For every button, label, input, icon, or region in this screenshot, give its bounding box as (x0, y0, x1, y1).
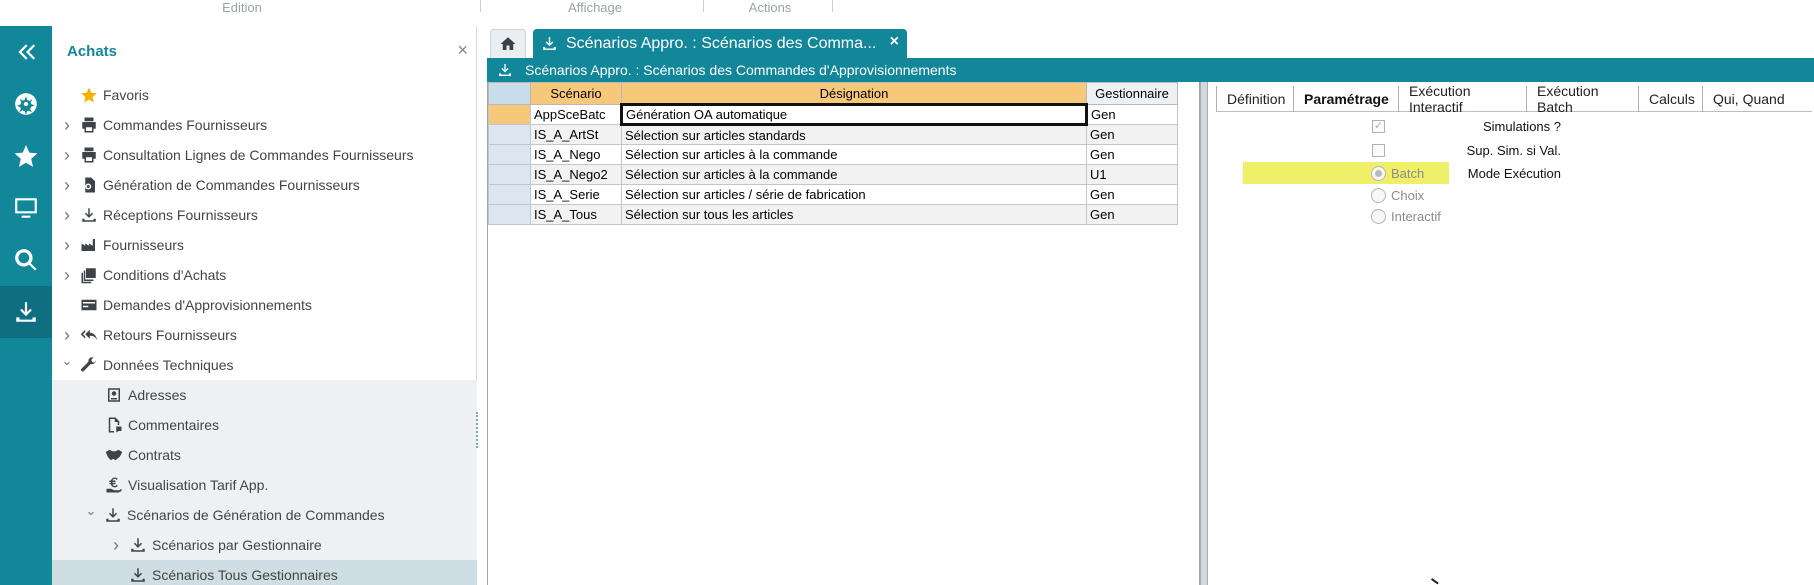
cell-scenario[interactable]: IS_A_Nego2 (531, 165, 622, 185)
window-title-bar (487, 58, 1814, 82)
nav-item-label: Scénarios Tous Gestionnaires (152, 567, 338, 583)
mode-choix-label: Choix (1391, 188, 1425, 203)
download-icon (129, 536, 147, 554)
nav-item-label: Favoris (103, 87, 149, 103)
row-selector[interactable] (489, 205, 531, 225)
chevron-right-icon[interactable]: › (64, 234, 70, 255)
double-chevron-left-icon[interactable] (0, 26, 52, 78)
column-header-gestionnaire[interactable]: Gestionnaire (1087, 83, 1178, 105)
simulations-checkbox[interactable]: ✓ (1373, 120, 1384, 132)
tab-qui-quand[interactable]: Qui, Quand (1702, 86, 1792, 112)
factory-icon (80, 236, 98, 254)
cell-designation[interactable]: Sélection sur tous les articles (622, 205, 1087, 225)
home-icon (499, 35, 517, 53)
form-tab-strip (1216, 82, 1812, 115)
stack-icon (80, 266, 98, 284)
nav-item-scenarios-tous-gestionnaires[interactable] (52, 560, 477, 585)
nav-item-label: Retours Fournisseurs (103, 327, 237, 343)
wrench-icon (80, 356, 98, 374)
nav-item-label: Visualisation Tarif App. (128, 477, 269, 493)
ribbon-separator (703, 0, 704, 12)
nav-item-label: Adresses (128, 387, 187, 403)
printer-icon (80, 146, 98, 164)
window-title: Scénarios Appro. : Scénarios des Commandes d'Approvisionnements (525, 62, 957, 78)
table-row[interactable] (489, 145, 1178, 165)
tab-parametrage[interactable]: Paramétrage (1293, 86, 1398, 112)
nav-item-demandes-appro[interactable] (52, 290, 477, 320)
comment-doc-icon (105, 416, 123, 434)
nav-item-fournisseurs[interactable] (52, 230, 477, 260)
download-icon (104, 506, 122, 524)
download-icon[interactable] (0, 286, 52, 338)
cell-designation[interactable]: Sélection sur articles standards (622, 125, 1087, 145)
nav-item-retours[interactable] (52, 320, 477, 350)
cell-designation[interactable]: Sélection sur articles à la commande (622, 145, 1087, 165)
cell-gestionnaire[interactable]: Gen (1087, 185, 1178, 205)
document-tab-bar (480, 26, 1814, 58)
tab-calculs[interactable]: Calculs (1638, 86, 1702, 112)
mode-interactif-radio[interactable] (1371, 209, 1386, 224)
download-icon (80, 206, 98, 224)
address-book-icon (105, 386, 123, 404)
mode-batch-radio[interactable] (1371, 166, 1386, 181)
tab-close-button[interactable]: × (889, 33, 899, 50)
nav-item-label: Données Techniques (103, 357, 234, 373)
navigation-panel (52, 26, 477, 585)
row-selector[interactable] (489, 125, 531, 145)
mode-execution-label: Mode Exécution (1467, 166, 1561, 181)
nav-item-generation-commandes[interactable] (52, 170, 477, 200)
chevron-right-icon[interactable]: › (64, 174, 70, 195)
row-selector[interactable] (489, 165, 531, 185)
scenario-grid (488, 82, 1178, 225)
column-header-scenario[interactable]: Scénario (531, 83, 622, 105)
table-row[interactable] (489, 185, 1178, 205)
chevron-down-icon[interactable]: ⌄ (61, 353, 73, 368)
nav-item-label: Consultation Lignes de Commandes Fournisseurs (103, 147, 414, 163)
nav-item-visualisation-tarif[interactable] (52, 470, 477, 500)
column-header-designation[interactable]: Désignation (622, 83, 1087, 105)
nav-item-favoris[interactable] (52, 80, 477, 110)
nav-item-adresses[interactable] (52, 380, 477, 410)
download-icon (129, 566, 147, 584)
nav-item-scenarios-par-gestionnaire[interactable] (52, 530, 477, 560)
simulations-label: Simulations ? (1482, 119, 1561, 134)
cell-designation[interactable]: Sélection sur articles à la commande (622, 165, 1087, 185)
cell-gestionnaire[interactable]: Gen (1087, 125, 1178, 145)
table-row[interactable] (489, 105, 1178, 125)
tab-scenarios-appro[interactable] (533, 29, 907, 58)
tab-label: Scénarios Appro. : Scénarios des Comma... (566, 34, 877, 52)
nav-item-label: Fournisseurs (103, 237, 184, 253)
nav-item-donnees-techniques[interactable] (52, 350, 477, 380)
star-icon (80, 86, 98, 104)
table-row[interactable] (489, 205, 1178, 225)
monitor-icon[interactable] (0, 182, 52, 234)
row-selector[interactable] (489, 145, 531, 165)
cell-gestionnaire[interactable]: Gen (1087, 145, 1178, 165)
ribbon-group-edition: Edition (222, 0, 262, 15)
nav-item-label: Scénarios par Gestionnaire (152, 537, 322, 553)
nav-item-scenarios-generation[interactable] (52, 500, 477, 530)
chevron-right-icon[interactable]: › (64, 324, 70, 345)
ribbon-separator (480, 0, 481, 12)
tab-execution-batch[interactable]: Exécution Batch (1526, 86, 1638, 112)
nav-item-label: Commentaires (128, 417, 220, 433)
cell-scenario[interactable]: IS_A_Nego (531, 145, 622, 165)
mode-choix-radio[interactable] (1371, 188, 1386, 203)
ribbon-group-affichage: Affichage (568, 0, 622, 15)
scenario-grid-pane (487, 82, 1200, 585)
chevron-right-icon[interactable]: › (64, 204, 70, 225)
scenario-form-pane (1208, 82, 1814, 585)
table-row[interactable] (489, 165, 1178, 185)
chevron-down-icon[interactable]: ⌄ (85, 503, 97, 518)
ribbon (0, 0, 1814, 26)
cell-designation[interactable]: Sélection sur articles / série de fabrication (622, 185, 1087, 205)
home-tab[interactable] (490, 29, 526, 58)
printer-icon (80, 116, 98, 134)
nav-item-label: Commandes Fournisseurs (103, 117, 268, 133)
nav-item-label: Scénarios de Génération de Commandes (127, 507, 385, 523)
search-icon[interactable] (0, 234, 52, 286)
tab-definition[interactable]: Définition (1216, 86, 1293, 112)
grid-form-splitter[interactable] (1200, 82, 1208, 585)
chevron-right-icon[interactable]: › (64, 114, 70, 135)
nav-item-receptions[interactable] (52, 200, 477, 230)
nav-item-label: Génération de Commandes Fournisseurs (103, 177, 360, 193)
nav-item-commandes-fournisseurs[interactable] (52, 110, 477, 140)
nav-item-commentaires[interactable] (52, 410, 477, 440)
nav-item-label: Réceptions Fournisseurs (103, 207, 258, 223)
cell-gestionnaire[interactable]: U1 (1087, 165, 1178, 185)
chevron-right-icon[interactable]: › (113, 534, 119, 555)
euro-hand-icon (105, 476, 123, 494)
star-icon[interactable] (0, 130, 52, 182)
mode-interactif-label: Interactif (1391, 209, 1441, 224)
wheel-icon[interactable] (0, 78, 52, 130)
nav-item-label: Contrats (128, 447, 181, 463)
download-icon (541, 35, 566, 52)
nav-close-button[interactable]: × (457, 40, 468, 60)
ribbon-separator (832, 0, 833, 12)
nav-title: Achats (67, 43, 118, 60)
handshake-icon (105, 446, 123, 464)
chevron-right-icon[interactable]: › (64, 264, 70, 285)
nav-item-label: Demandes d'Approvisionnements (103, 297, 312, 313)
nav-item-label: Conditions d'Achats (103, 267, 227, 283)
nav-item-consultation-lignes[interactable] (52, 140, 477, 170)
mode-batch-label: Batch (1391, 166, 1425, 181)
sup-sim-checkbox[interactable] (1372, 144, 1385, 157)
nav-item-conditions-achats[interactable] (52, 260, 477, 290)
table-row[interactable] (489, 125, 1178, 145)
nav-item-contrats[interactable] (52, 440, 477, 470)
grid-select-all-corner[interactable] (489, 83, 531, 105)
reply-all-icon (80, 326, 98, 344)
cell-scenario[interactable]: IS_A_Tous (531, 205, 622, 225)
module-icon-bar (0, 26, 52, 585)
cell-gestionnaire[interactable]: Gen (1087, 105, 1178, 125)
cell-scenario[interactable]: AppSceBatc (531, 105, 622, 125)
gear-doc-icon (80, 176, 98, 194)
cell-gestionnaire[interactable]: Gen (1087, 205, 1178, 225)
download-icon (497, 62, 525, 78)
cell-scenario[interactable]: IS_A_ArtSt (531, 125, 622, 145)
chevron-right-icon[interactable]: › (64, 144, 70, 165)
tab-execution-interactif[interactable]: Exécution Interactif (1398, 86, 1526, 112)
card-icon (80, 296, 98, 314)
sup-sim-label: Sup. Sim. si Val. (1466, 143, 1561, 158)
cell-scenario[interactable]: IS_A_Serie (531, 185, 622, 205)
nav-splitter-handle[interactable] (476, 412, 480, 448)
cell-designation[interactable]: Génération OA automatique (622, 105, 1087, 125)
row-selector[interactable] (489, 185, 531, 205)
ribbon-group-actions: Actions (748, 0, 792, 15)
row-selector[interactable] (489, 105, 531, 125)
